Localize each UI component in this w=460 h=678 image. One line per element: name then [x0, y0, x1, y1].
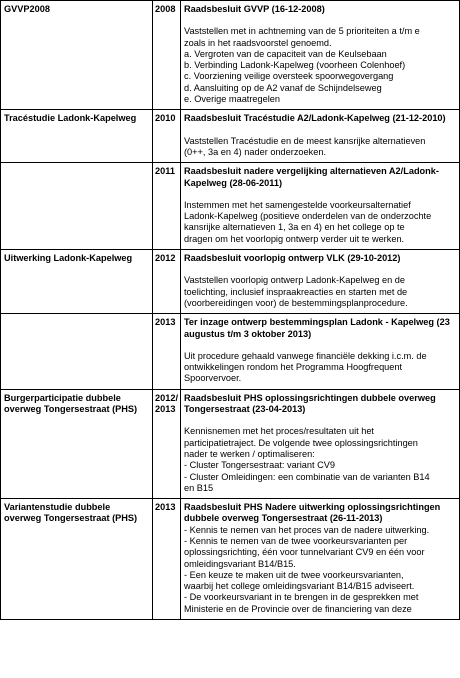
- decision-title: Raadsbesluit GVVP (16-12-2008): [184, 4, 325, 14]
- year-cell: 2013: [153, 314, 181, 389]
- decision-title: Raadsbesluit PHS Nadere uitwerking oplossingsrichtingen dubbele overweg Tongersestraat (26-11-2013): [184, 502, 441, 524]
- subject-cell: GVVP2008: [1, 1, 153, 110]
- body-line: - Cluster Omleidingen: een combinatie van de varianten B14: [184, 471, 430, 482]
- body-line: Uit procedure gehaald vanwege financiële dekking i.c.m. de: [184, 350, 427, 361]
- subject-cell: Burgerparticipatie dubbele overweg Tongersestraat (PHS): [1, 389, 153, 498]
- body-line: b. Verbinding Ladonk-Kapelweg (voorheen Colenhoef): [184, 60, 406, 71]
- decision-cell: [181, 1, 460, 110]
- body-line: Kennisnemen met het proces/resultaten uit het: [184, 426, 374, 437]
- body-line: - De voorkeursvariant in te brengen in de gesprekken met: [184, 592, 419, 603]
- body-line: - Kennis te nemen van het proces van de nadere uitwerking.: [184, 524, 430, 535]
- body-line: - Een keuze te maken uit de twee voorkeursvarianten,: [184, 569, 404, 580]
- body-line: omleidingsvariant B14/B15.: [184, 558, 296, 569]
- body-line: (0++, 3a en 4) nader onderzoeken.: [184, 146, 326, 157]
- decision-body: [184, 351, 457, 385]
- subject-cell: Tracéstudie Ladonk-Kapelweg: [1, 110, 153, 163]
- table-row: [1, 250, 460, 314]
- table-row: [1, 499, 460, 620]
- decision-body: [184, 275, 457, 309]
- table-row: [1, 389, 460, 498]
- subject-cell: Variantenstudie dubbele overweg Tongersestraat (PHS): [1, 499, 153, 620]
- year-cell: 2012/ 2013: [153, 389, 181, 498]
- body-line: nader te werken / optimaliseren:: [184, 448, 315, 459]
- body-line: kansrijke alternatieven 1, 3a en 4) en het college op te: [184, 222, 405, 233]
- decision-body: [184, 200, 457, 245]
- decision-cell: [181, 314, 460, 389]
- decision-title: Raadsbesluit voorlopig ontwerp VLK (29-10-2012): [184, 253, 401, 264]
- subject-cell: Uitwerking Ladonk-Kapelweg: [1, 250, 153, 314]
- decision-title: Ter inzage ontwerp bestemmingsplan Ladonk - Kapelweg (23 augustus t/m 3 oktober 2013): [184, 317, 450, 339]
- body-line: a. Vergroten van de capaciteit van de Keulsebaan: [184, 48, 387, 59]
- table-row: [1, 163, 460, 250]
- decision-cell: [181, 110, 460, 163]
- decision-cell: [181, 499, 460, 620]
- body-line: dragen om het voorlopig ontwerp verder uit te werken.: [184, 233, 405, 244]
- body-line: - Cluster Tongersestraat: variant CV9: [184, 460, 335, 471]
- decision-cell: [181, 163, 460, 250]
- year-cell: 2010: [153, 110, 181, 163]
- body-line: (voorbereidingen voor) de bestemmingsplanprocedure.: [184, 297, 408, 308]
- body-line: participatietraject. De volgende twee oplossingsrichtingen: [184, 437, 418, 448]
- body-line: Ministerie en de Provincie over de financiering van deze: [184, 603, 412, 614]
- year-cell: 2011: [153, 163, 181, 250]
- decision-body: [184, 136, 457, 159]
- decision-title: Raadsbesluit nadere vergelijking alternatieven A2/Ladonk-Kapelweg (28-06-2011): [184, 166, 439, 188]
- decision-body: [184, 525, 457, 615]
- decision-body: [184, 26, 457, 105]
- body-line: Spoorvervoer.: [184, 373, 242, 384]
- table-row: [1, 314, 460, 389]
- body-line: toelichting, inclusief inspraakreacties en starten met de: [184, 286, 408, 297]
- decision-title: Raadsbesluit PHS oplossingsrichtingen dubbele overweg Tongersestraat (23-04-2013): [184, 392, 436, 415]
- decision-title: Raadsbesluit Tracéstudie A2/Ladonk-Kapelweg (21-12-2010): [184, 113, 446, 124]
- body-line: Vaststellen met in achtneming van de 5 prioriteiten a t/m e: [184, 26, 420, 37]
- body-line: Vaststellen Tracéstudie en de meest kansrijke alternatieven: [184, 135, 426, 146]
- subject-cell: [1, 163, 153, 250]
- table-row: [1, 1, 460, 110]
- body-line: Vaststellen voorlopig ontwerp Ladonk-Kapelweg en de: [184, 275, 405, 286]
- body-line: waarbij het college omleidingsvariant B14/B15 adviseert.: [184, 581, 415, 592]
- decision-body: [184, 426, 457, 494]
- body-line: c. Voorziening veilige oversteek spoorwegovergang: [184, 71, 394, 82]
- decision-cell: [181, 389, 460, 498]
- year-cell: 2013: [153, 499, 181, 620]
- body-line: Ladonk-Kapelweg (positieve onderdelen van de onderzochte: [184, 211, 432, 222]
- decision-cell: [181, 250, 460, 314]
- decision-table-body: [1, 1, 460, 620]
- body-line: en B15: [184, 482, 214, 493]
- body-line: d. Aansluiting op de A2 vanaf de Schijndelseweg: [184, 82, 382, 93]
- year-cell: 2008: [153, 1, 181, 110]
- subject-cell: [1, 314, 153, 389]
- body-line: Instemmen met het samengestelde voorkeursalternatief: [184, 199, 411, 210]
- body-line: ontwikkelingen rondom het Programma Hoogfrequent: [184, 362, 403, 373]
- body-line: zoals in het raadsvoorstel genoemd.: [184, 37, 332, 48]
- table-row: [1, 110, 460, 163]
- body-line: - Kennis te nemen van de twee voorkeursvarianten per: [184, 535, 408, 546]
- body-line: e. Overige maatregelen: [184, 94, 281, 105]
- year-cell: 2012: [153, 250, 181, 314]
- body-line: oplossingsrichting, één voor tunnelvariant CV9 en één voor: [184, 547, 425, 558]
